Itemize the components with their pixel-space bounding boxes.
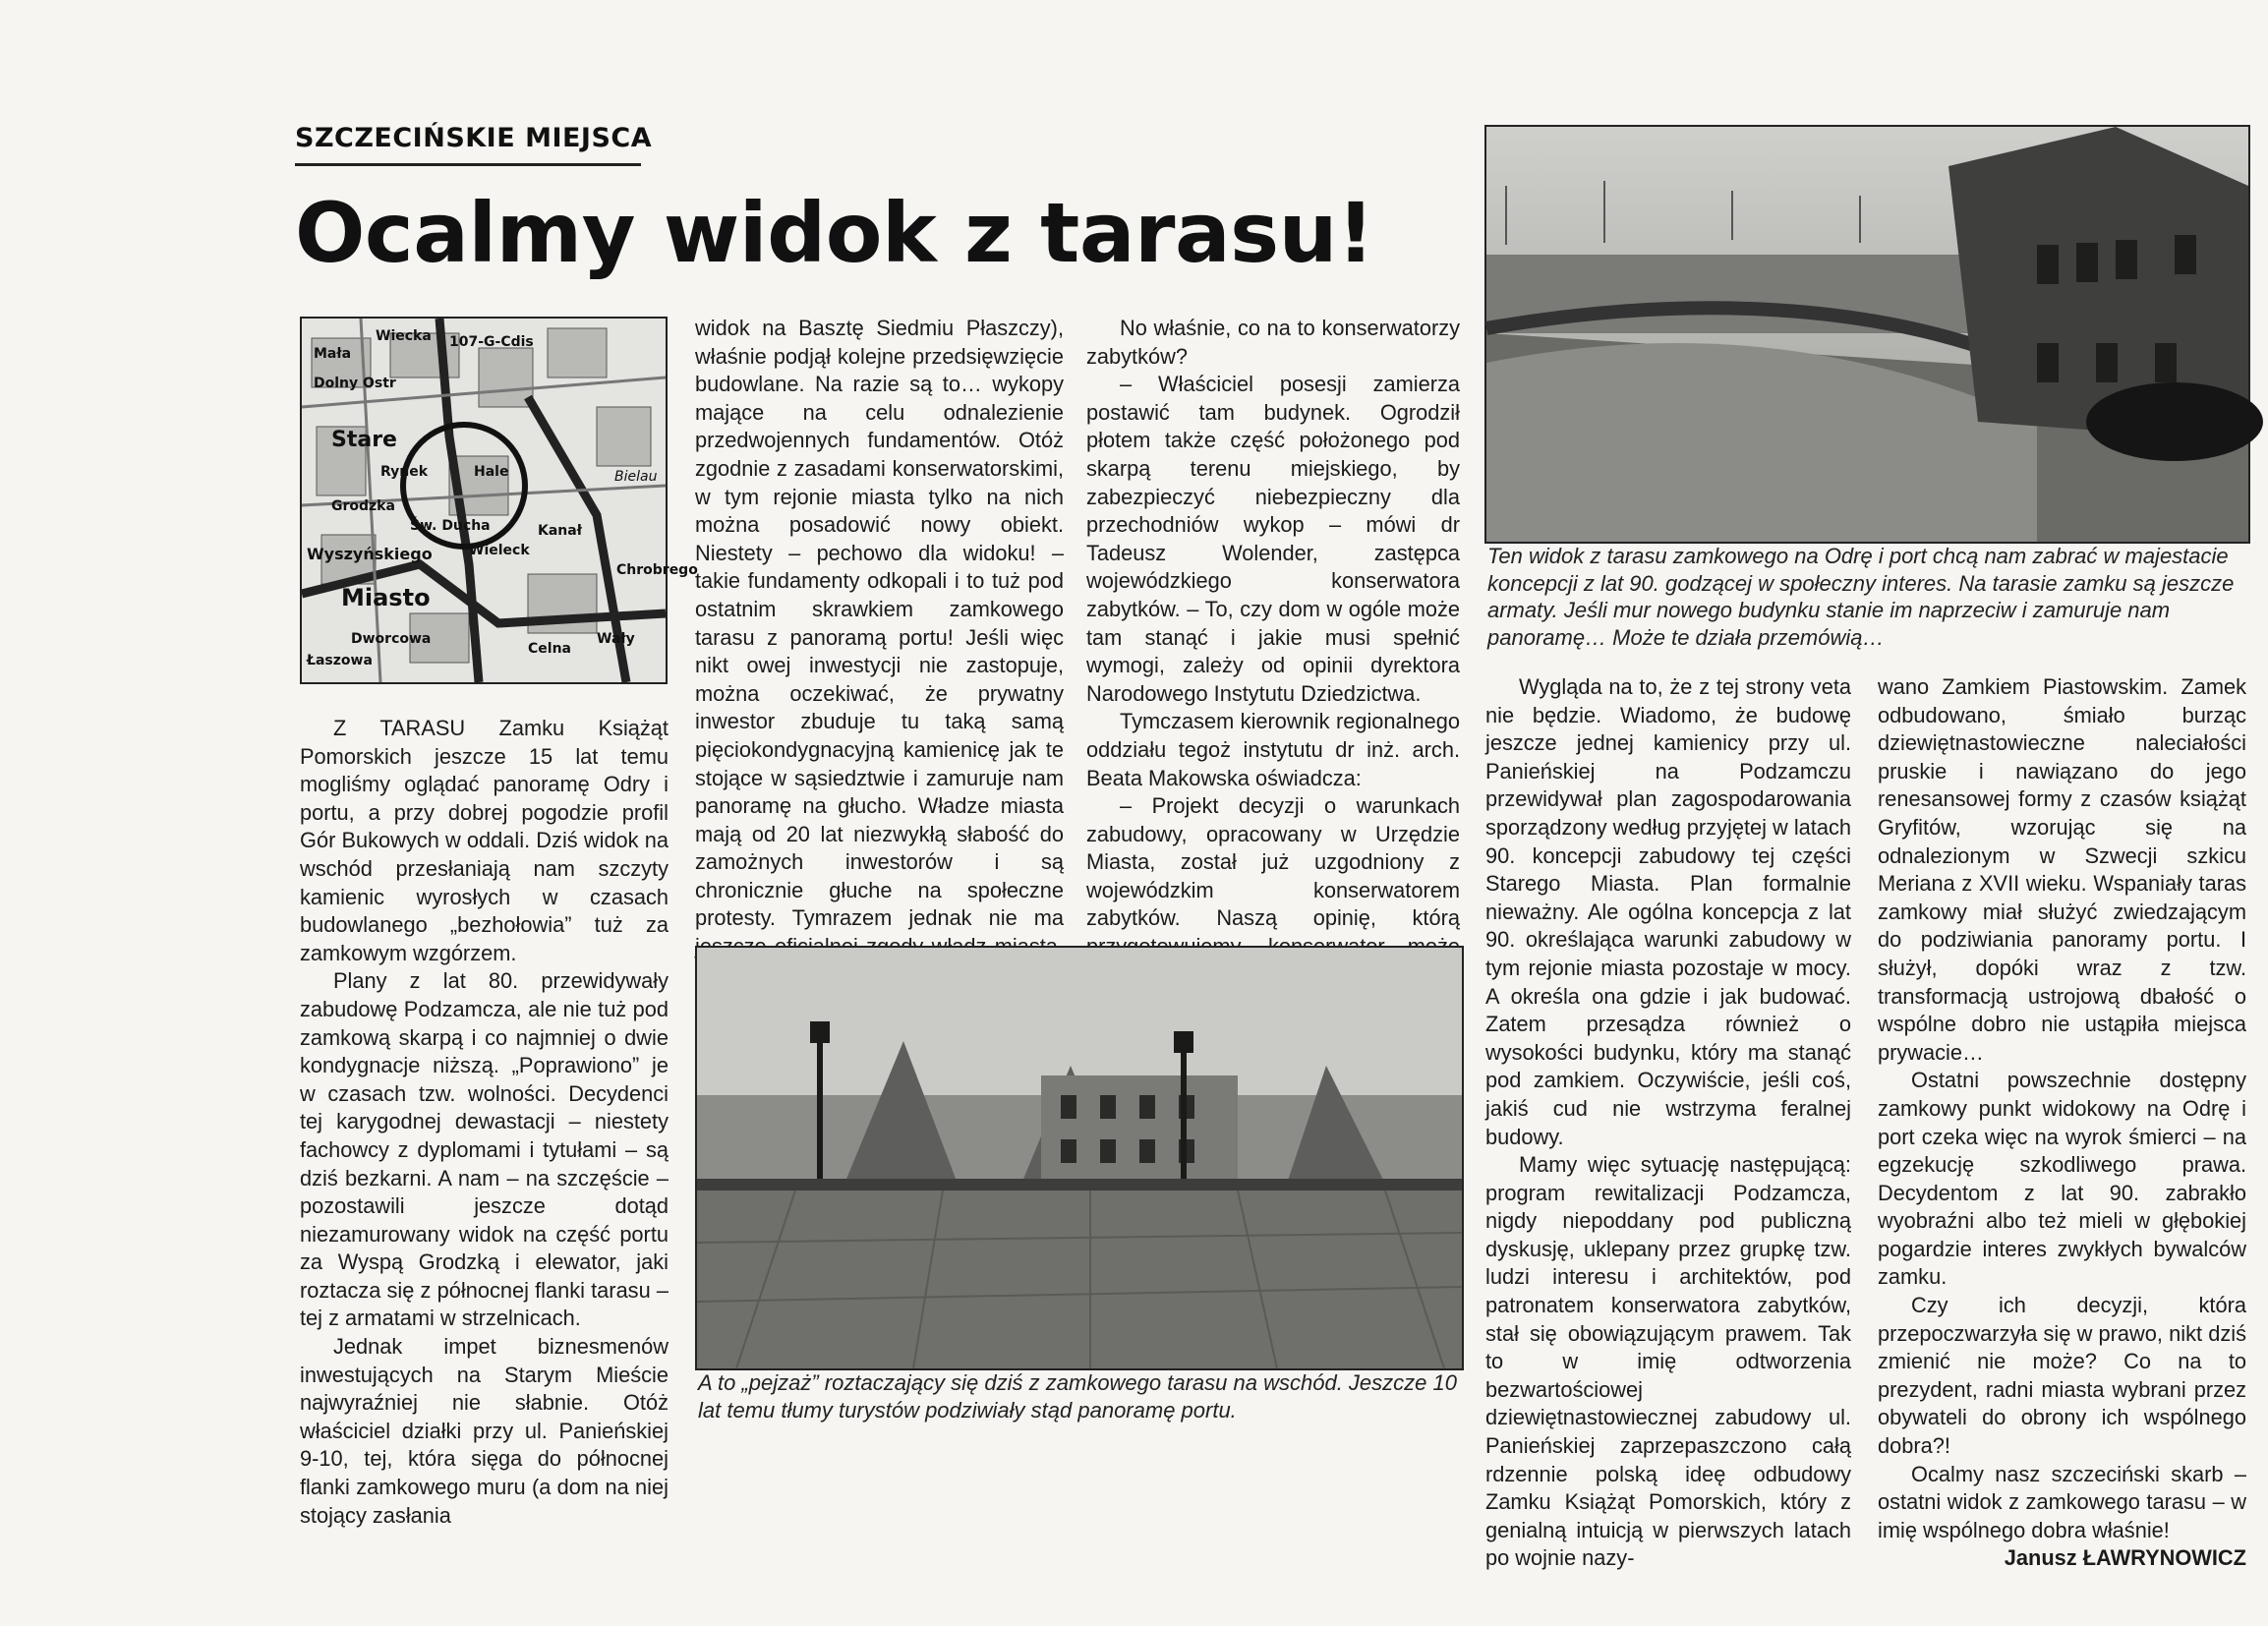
article-paragraph: – Właściciel posesji zamierza postawić tam budynek. Ogrodził płotem także część położonego pod skarpą terenu miejskiego, by zabezpieczyć niebezpieczny dla przechodniów wykop – mówi dr Tadeusz Wolender, zastępca wojewódzkiego konserwatora zabytków. – To, czy dom w ogóle może tam stanąć i jakie musi spełnić wymogi, zależy od opinii dyrektora Narodowego Instytutu Dziedzictwa. (1086, 372, 1460, 706)
map-label: 107-G-Cdis (449, 334, 534, 350)
map-label: Św. Ducha (410, 518, 491, 534)
terrace-photo (695, 946, 1464, 1370)
map-label: Chrobrego (616, 562, 698, 578)
article-column-2 (695, 315, 1064, 1017)
map-label: Wyszyńskiego (307, 545, 433, 563)
article-paragraph: wano Zamkiem Piastowskim. Zamek odbudowano, śmiało burząc dziewiętnastowieczne naleciałości pruskie i nawiązano do jego renesansowej formy z czasów książąt Gryfitów, wzorując się na odnalezionym w Szwecji szkicu Meriana z XVII wieku. Wspaniały taras zamkowy miał służyć zwiedzającym do podziwiania panoramy portu. I służył, dopóki wraz z tzw. transformacją ustrojową dbałość o wspólne dobro nie ustąpiła miejsca prywacie… (1878, 674, 2246, 1065)
article-paragraph: Plany z lat 80. przewidywały zabudowę Podzamcza, ale nie tuż pod zamkową skarpą i co najmniej o dwie kondygnacje niższą. „Poprawiono” je w czasach tzw. wolności. Decydenci tej karygodnej dewastacji – niestety fachowcy z dyplomami i tytułami – są dziś bezkarni. A nam – na szczęście – pozostawili jeszcze dotąd niezamurowany widok na część portu za Wyspą Grodzką i elewator, jaki roztacza się z północnej flanki tarasu – tej z armatami w strzelnicach. (300, 968, 669, 1331)
port-view-photo (1484, 125, 2250, 544)
map-label: Hale (474, 464, 509, 480)
article-paragraph: Mamy więc sytuację następującą: program rewitalizacji Podzamcza, nigdy niepoddany pod publiczną dyskusję, uklepany przez grupkę tzw. ludzi interesu i architektów, pod patronatem konserwatora zabytków, stał się obowiązującym prawem. Tak to w imię odtworzenia bezwartościowej dziewiętnastowiecznej zabudowy ul. Panieńskiej zaprzepaszczono całą rdzennie polską ideę odbudowy Zamku Książąt Pomorskich, który z genialną intuicją w pierwszych latach po wojnie nazy- (1485, 1152, 1851, 1571)
map-label: Wiecka (376, 328, 432, 344)
article-column-3 (1086, 315, 1460, 1017)
map-label: Stare (331, 428, 397, 452)
map-label: Kanał (538, 523, 582, 539)
photo-caption-bottom: A to „pejzaż” roztaczający się dziś z zamkowego tarasu na wschód. Jeszcze 10 lat temu tłumy turystów podziwiały stąd panoramę portu. (698, 1370, 1457, 1423)
map-label: Grodzka (331, 498, 395, 514)
author-signature: Janusz ŁAWRYNOWICZ (2004, 1545, 2246, 1571)
article-paragraph: widok na Basztę Siedmiu Płaszczy), właśnie podjął kolejne przedsięwzięcie budowlane. Na razie są to… wykopy mające na celu odnalezienie przedwojennych fundamentów. Otóż zgodnie z zasadami konserwatorskimi, w tym rejonie miasta tylko na nich można posadowić nowy obiekt. Niestety – pechowo dla widoku! – takie fundamenty odkopali i to tuż pod ostatnim skrawkiem zamkowego tarasu z panoramą portu! Jeśli więc nikt owej inwestycji nie zastopuje, można oczekiwać, że prywatny inwestor zbuduje tu taką samą pięciokondygnacyjną kamienicę jak te stojące w sąsiedztwie i zamuruje nam panoramę na głucho. Władze miasta mają od 20 lat niezwykłą słabość do zamożnych inwestorów i są chronicznie głuche na społeczne protesty. Tymrazem jednak nie ma (695, 316, 1064, 931)
map-label: Wieleck (469, 543, 530, 558)
article-paragraph: Czy ich decyzji, która przepoczwarzyła się w prawo, nikt dziś zmienić nie może? Co na to prezydent, radni miasta wybrani przez obywateli do obrony ich wspólnego dobra?! (1878, 1293, 2246, 1459)
article-paragraph: Ostatni powszechnie dostępny zamkowy punkt widokowy na Odrę i port czeka więc na wyrok śmierci – na egzekucję szkodliwego prawa. Decydentom z lat 90. zabrakło wyobraźni albo też mieli w głębokiej pogardzie interes zwykłych bywalców zamku. (1878, 1068, 2246, 1290)
map-label: Celna (528, 641, 571, 657)
article-paragraph (1878, 1461, 2246, 1571)
map-label: Łaszowa (307, 653, 373, 668)
article-paragraph: No właśnie, co na to konserwatorzy zabytków? (1086, 316, 1460, 369)
article-paragraph: Wygląda na to, że z tej strony veta nie będzie. Wiadomo, że budowę jeszcze jednej kamienicy przy ul. Panieńskiej na Podzamczu przewidywał plan zagospodarowania sporządzony według przyjętej w latach 90. koncepcji zabudowy tej części Starego Miasta. Plan formalnie nieważny. Ale ogólna koncepcja z lat 90. określająca warunki zabudowy w tym rejonie miasta pozostaje w mocy. A określa ona gdzie i jak budować. Zatem przesądza również o wysokości budynku, który ma stanąć pod zamkiem. Oczywiście, jeśli coś, jakiś cud nie wstrzyma feralnej budowy. (1485, 674, 1851, 1149)
article-paragraph: Jednak impet biznesmenów inwestujących na Starym Mieście najwyraźniej nie słabnie. Otóż właściciel działki przy ul. Panieńskiej 9-10, tej, która sięga do północnej flanki zamkowego muru (a dom na niej stojący zasłania (300, 1334, 669, 1528)
map-label: Dolny Ostr (314, 376, 396, 391)
map-label: Mała (314, 346, 352, 362)
map-label: Bielau (614, 469, 658, 485)
photo-caption-top: Ten widok z tarasu zamkowego na Odrę i port chcą nam zabrać w majestacie koncepcji z lat 90. godzącej w społeczny interes. Na tarasie zamku są jeszcze armaty. Jeśli mur nowego budynku stanie im naprzeciw i zamuruje nam panoramę… Może te działa przemówią… (1487, 544, 2235, 650)
article-paragraph: – Projekt decyzji o warunkach zabudowy, opracowany w Urzędzie Miasta, został już uzgodniony z wojewódzkim konserwatorem zabytków. Naszą opinię, którą (1086, 793, 1460, 931)
closing-text: Ocalmy nasz szczeciński skarb – ostatni widok z zamkowego tarasu – w imię wspólnego dobra właśnie! (1878, 1461, 2246, 1542)
article-column-1 (300, 715, 669, 1530)
map-label: Dworcowa (351, 631, 432, 647)
map-image (300, 317, 698, 684)
headline: Ocalmy widok z tarasu! (295, 185, 1374, 281)
article-column-4 (1485, 673, 1851, 1573)
map-label: Miasto (341, 584, 431, 611)
article-paragraph: Z TARASU Zamku Książąt Pomorskich jeszcze 15 lat temu mogliśmy oglądać panoramę Odry i portu, a przy dobrej pogodzie profil Gór Bukowych w oddali. Dziś widok na wschód przesłaniają nam szczyty kamienic wyrosłych w czasach budowlanego „bezhołowia” tuż za zamkowym wzgórzem. (300, 716, 669, 965)
article-paragraph: Tymczasem kierownik regionalnego oddziału tegoż instytutu dr inż. arch. Beata Makowska oświadcza: (1086, 709, 1460, 790)
map-label: Wały (597, 631, 635, 647)
section-label: SZCZECIŃSKIE MIEJSCA (295, 123, 653, 153)
section-rule (295, 163, 641, 166)
article-column-5 (1878, 673, 2246, 1573)
map-label: Rynek (380, 464, 429, 480)
